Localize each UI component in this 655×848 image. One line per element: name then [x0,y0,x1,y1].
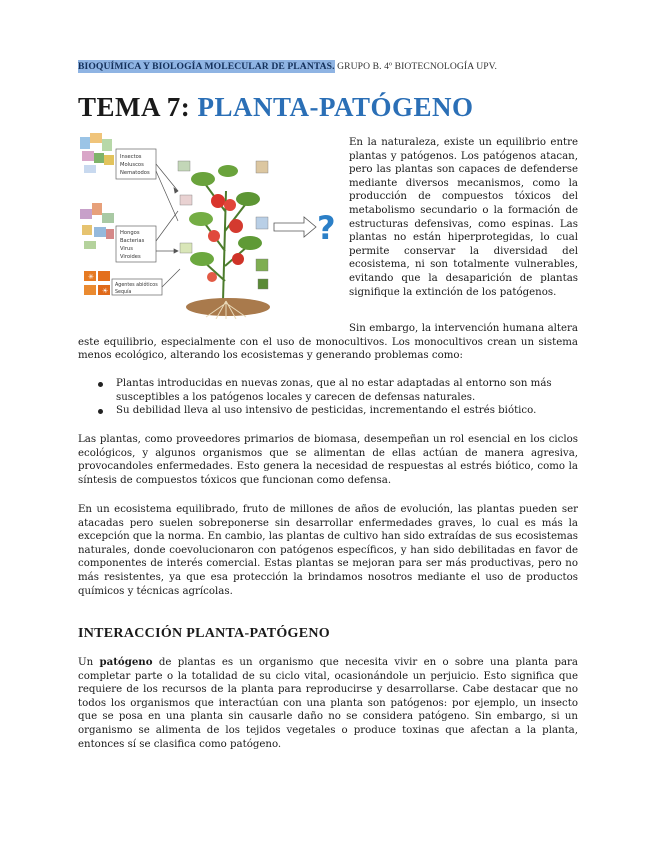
monocultivos-paragraph [78,322,578,363]
running-header [78,61,497,72]
title-prefix: TEMA 7: [78,92,198,122]
def-term: patógeno [99,656,153,668]
plant-pathogen-figure [78,131,340,319]
bullet-icon [98,382,103,387]
pathogen-definition-paragraph [78,656,578,751]
connector-arrows [156,164,180,287]
bullet-text: Plantas introducidas en nuevas zonas, que al no estar adaptadas al entorno son más susceptibles a los patógenos locales y carecen de defensas naturales. [116,378,552,403]
biomasa-paragraph: Las plantas, como proveedores primarios de biomasa, desempeñan un rol esencial en los ciclos ecológicos, y algunos organismos que se alimentan de ellas actúan de manera agresiva, provocandoles enfermedades. Esto genera la necesidad de respuestas al estrés biótico, como la síntesis de compuestos tóxicos que funcionan como defensa. [78,434,578,486]
box2-line3: Virus [120,246,133,252]
bullet-text: Su debilidad lleva al uso intensivo de pesticidas, incrementando el estrés biótico. [116,405,537,417]
def-start: Un [78,657,100,668]
box1-line3: Nematodos [120,170,150,176]
monocultivos-first-line: Sin embargo, la intervención humana altera [349,323,578,334]
microbe-images-group [80,203,114,249]
box3-line2: Sequía [115,290,132,295]
box3-line1: Agentes abióticos [115,283,158,288]
label-box-insects [116,149,156,179]
list-item [98,377,578,404]
list-item [98,404,578,418]
title-main: PLANTA-PATÓGENO [197,92,474,122]
header-course-title: BIOQUÍMICA Y BIOLOGÍA MOLECULAR DE PLANTAS. [78,61,335,72]
label-box-abiotic [112,279,162,295]
tomato-plant-illustration [178,161,270,319]
outcome-arrow [274,217,316,237]
box1-line1: Insectos [120,154,142,160]
intro-paragraph: En la naturaleza, existe un equilibrio entre plantas y patógenos. Los patógenos atacan, pero las plantas son capaces de defenderse mediante diversos mecanismos, como la producción de compuestos tóxicos del metabolismo secundario o la formación de estructuras defensivas, como espinas. Las plantas no están hiperprotegidas, lo cual permite conservar la diversidad del ecosistema, ni son totalmente vulnerables, evitando que la desaparición de plantas signifique la extinción de los patógenos. [349,137,578,298]
box2-line4: Viroides [120,254,141,260]
monocultivos-rest: este equilibrio, especialmente con el uso de monocultivos. Los monocultivos crean un sistema menos ecológico, alterando los ecosistemas y generando problemas como: [78,336,578,362]
pest-images-group [80,133,114,173]
box1-line2: Moluscos [120,162,144,168]
page-title [78,92,474,123]
question-mark-icon: ? [317,209,336,247]
section-heading: INTERACCIÓN PLANTA-PATÓGENO [78,626,330,641]
box2-line1: Hongos [120,230,140,236]
svg-text:☀: ☀ [102,287,109,295]
label-box-microbes [116,226,156,262]
header-group-info: GRUPO B. 4º BIOTECNOLOGÍA UPV. [334,61,497,72]
box2-line2: Bacterias [120,238,145,244]
svg-text:✳: ✳ [88,273,94,281]
problems-bullet-list [98,377,578,418]
bullet-icon [98,409,103,414]
ecosistema-paragraph: En un ecosistema equilibrado, fruto de millones de años de evolución, las plantas pueden ser atacadas pero suelen sobreponerse sin desarrollar enfermedades graves, lo cual es más la excepción que la norma. En cambio, las plantas de cultivo han sido extraídas de sus ecosistemas naturales, donde coevolucionaron con patógenos específicos, y han sido debilitadas en favor de componentes de interés comercial. Estas plantas se mejoran para ser más productivas, pero no más resistentes, ya que esa protección la brindamos nosotros mediante el uso de productos químicos y técnicas agrícolas. [78,504,578,597]
def-rest: de plantas es un organismo que necesita vivir en o sobre una planta para completar parte o la totalidad de su ciclo vital, ocasionándole un perjuicio. Esto significa que requiere de los recursos de la planta para reproducirse y desarrollarse. Cabe destacar que no todos los organismos que interactúan con una planta son patógenos: por ejemplo, un insecto que se posa en una planta sin causarle daño no se considera patógeno. Sin embargo, si un organismo se alimenta de los tejidos vegetales o produce toxinas que afectan a la planta, entonces sí se clasifica como patógeno. [78,657,578,750]
